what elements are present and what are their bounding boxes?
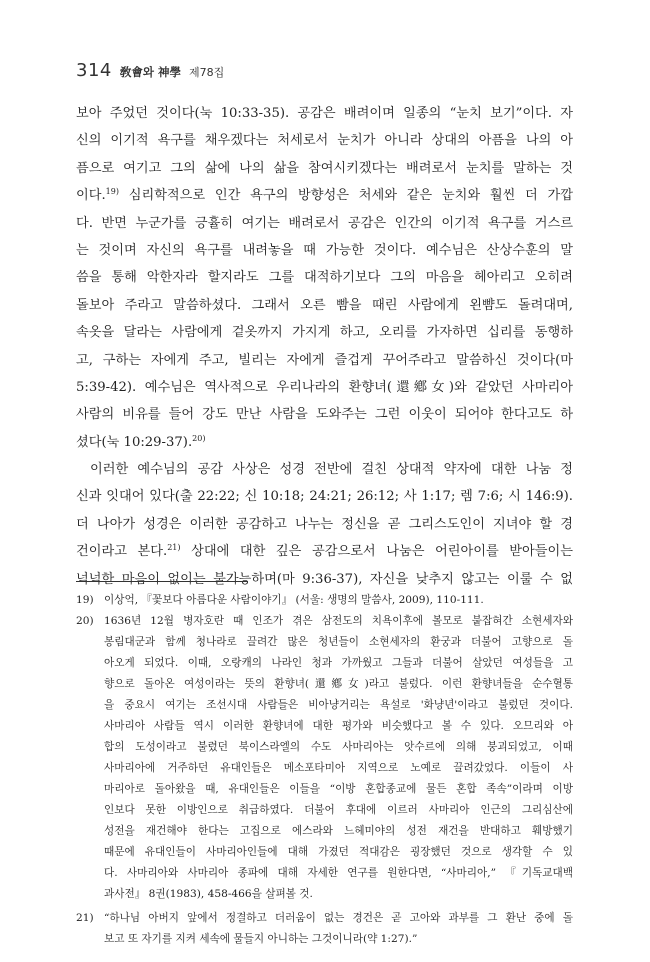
body-line: 는 것이며 자신의 욕구를 내려놓을 때 가능한 것이다. 예수님은 산상수훈의 말 (76, 242, 573, 258)
footnote-line: 을 중요시 여기는 조선시대 사람들은 비아냥거리는 욕설로 '화냥년'이라고 불렀던 것이다. (104, 699, 573, 711)
footnote-line: 인보다 못한 이방인으로 취급하였다. 더불어 후대에 이르러 사마리아 인근의 그리심산에 (104, 804, 573, 816)
body-text (76, 100, 573, 593)
body-line: 다. 반면 누군가를 긍휼히 여기는 배려로서 공감은 인간의 이기적 욕구를 거스르 (76, 215, 573, 231)
body-line: 5:39-42). 예수님은 역사적으로 우리나라의 환향녀(還鄕女)와 같았던 사마리아 (76, 379, 573, 395)
body-line: 사람의 비유를 들어 강도 만난 사람을 도와주는 그런 이웃이 되어야 한다고도 하 (76, 407, 573, 423)
footnote-number: 21) (76, 912, 94, 924)
footnote-number: 19) (76, 594, 94, 606)
footnote-line: 보고 또 자기를 지켜 세속에 물들지 아니하는 그것이니라(약 1:27).” (104, 933, 418, 945)
footnote-line: 사마리아에 거주하던 유대인들은 메소포타미아 지역으로 노예로 끌려갔었다. 이들이 사 (104, 762, 573, 774)
footnote-line: 때문에 유대인들이 사마리아인들에 대해 가졌던 적대감은 굉장했던 것으로 생각할 수 있 (104, 846, 573, 858)
body-line: 건이라고 본다.$^{21)}$ 상대에 대한 깊은 공감으로서 나눔은 어린아이를 받아들이는 (76, 543, 573, 560)
footnote-line: “하나님 아버지 앞에서 정결하고 더러움이 없는 경건은 곧 고아와 과부를 그 환난 중에 돌 (104, 912, 573, 924)
footnote-line: 다. 사마리아와 사마리아 종파에 대해 자세한 연구를 원한다면, “사마리아,” 『기독교대백 (104, 867, 573, 879)
body-line: 더 나아가 성경은 이러한 공감하고 나누는 정신을 곧 그리스도인이 지녀야 할 경 (76, 516, 573, 532)
body-line: 보아 주었던 것이다(눅 10:33-35). 공감은 배려이며 일종의 “눈치 보기”이다. 자 (76, 106, 573, 121)
footnote-divider (76, 581, 248, 582)
footnote-line: 과사전』 8권(1983), 458-466을 살펴볼 것. (104, 888, 313, 900)
footnote-20 (76, 611, 573, 905)
footnote-line: 합의 도성이라고 불렸던 북이스라엘의 수도 사마리아는 앗수르에 의해 붕괴되었고, 이때 (104, 741, 573, 753)
running-header (76, 60, 224, 81)
footnote-line: 이상억, 『꽃보다 아름다운 사람이야기』 (서울: 생명의 말씀사, 2009), 110-111. (104, 594, 484, 606)
footnote-line: 아오게 되었다. 이때, 오랑캐의 나라인 청과 가까웠고 그들과 더불어 살았던 여성들을 고 (104, 657, 573, 669)
page-number: 314 (76, 60, 112, 81)
footnote-ref-19[interactable]: 19) (105, 187, 119, 197)
journal-title: 敎會와 神學 (119, 65, 181, 79)
footnote-line: 1636년 12월 병자호란 때 인조가 겪은 삼전도의 치욕이후에 볼모로 붙잡혀간 소현세자와 (104, 615, 573, 627)
body-line: 이러한 예수님의 공감 사상은 성경 전반에 걸친 상대적 약자에 대한 나눔 정 (90, 462, 573, 478)
body-line: 신의 이기적 욕구를 채우겠다는 처세로서 눈치가 아니라 상대의 아픔을 나의 아 (76, 133, 573, 149)
footnote-line: 봉림대군과 함께 청나라로 끌려간 많은 청년들이 소현세자의 환궁과 더불어 고향으로 돌 (104, 636, 573, 648)
body-line: 픔으로 여기고 그의 삶에 나의 삶을 참여시키겠다는 배려로서 눈치를 말하는 것 (76, 160, 573, 176)
body-line: 속옷을 달라는 사람에게 겉옷까지 가지게 하고, 오리를 가자하면 십리를 동행하 (76, 325, 573, 341)
issue-number: 제78집 (188, 66, 225, 79)
body-line: 씀을 통해 악한자라 할지라도 그를 대적하기보다 그의 마음을 헤아리고 오히려 (76, 270, 573, 286)
body-line: 고, 구하는 자에게 주고, 빌리는 자에게 즐겁게 꾸어주라고 말씀하신 것이다(마 (76, 352, 573, 368)
body-line: 돌보아 주라고 말씀하셨다. 그래서 오른 빰을 때린 사람에게 왼뺨도 돌려대며, (76, 297, 573, 313)
body-line: 넉넉한 마음이 없이는 불가능하며(마 9:36-37), 자신을 낮추지 않고는 이룰 수 없 (76, 571, 573, 587)
footnotes (76, 590, 573, 950)
footnote-ref-21[interactable]: 21) (167, 543, 181, 553)
footnote-line: 마리아로 돌아왔을 때, 유대인들은 이들을 “이방 혼합종교에 물든 혼합 족속”이라며 이방 (104, 783, 573, 795)
footnote-number: 20) (76, 615, 94, 627)
footnote-line: 사마리아 사람들 역시 이러한 환향녀에 대한 평가와 비슷했다고 볼 수 있다. 오므리와 아 (104, 720, 573, 732)
footnote-line: 성전을 재건해야 한다는 고집으로 에스라와 느헤미야의 성전 재건을 반대하고 훼방했기 (104, 825, 573, 837)
footnote-ref-20[interactable]: 20) (192, 433, 206, 443)
footnote-21 (76, 908, 573, 950)
footnote-19 (76, 590, 573, 611)
body-line: 셨다(눅 10:29-37).$^{20)}$ (76, 433, 206, 450)
body-line: 신과 잇대어 있다(출 22:22; 신 10:18; 24:21; 26:12; 사 1:17; 렘 7:6; 시 146:9). (76, 489, 573, 505)
footnote-line: 향으로 돌아온 여성이라는 뜻의 환향녀(還鄕女)라고 불렀다. 이런 환향녀들을 순수혈통 (104, 678, 573, 690)
body-line: 이다.$^{19)}$ 심리학적으로 인간 욕구의 방향성은 처세와 같은 눈치와 훨씬 더 가깝 (76, 187, 573, 204)
